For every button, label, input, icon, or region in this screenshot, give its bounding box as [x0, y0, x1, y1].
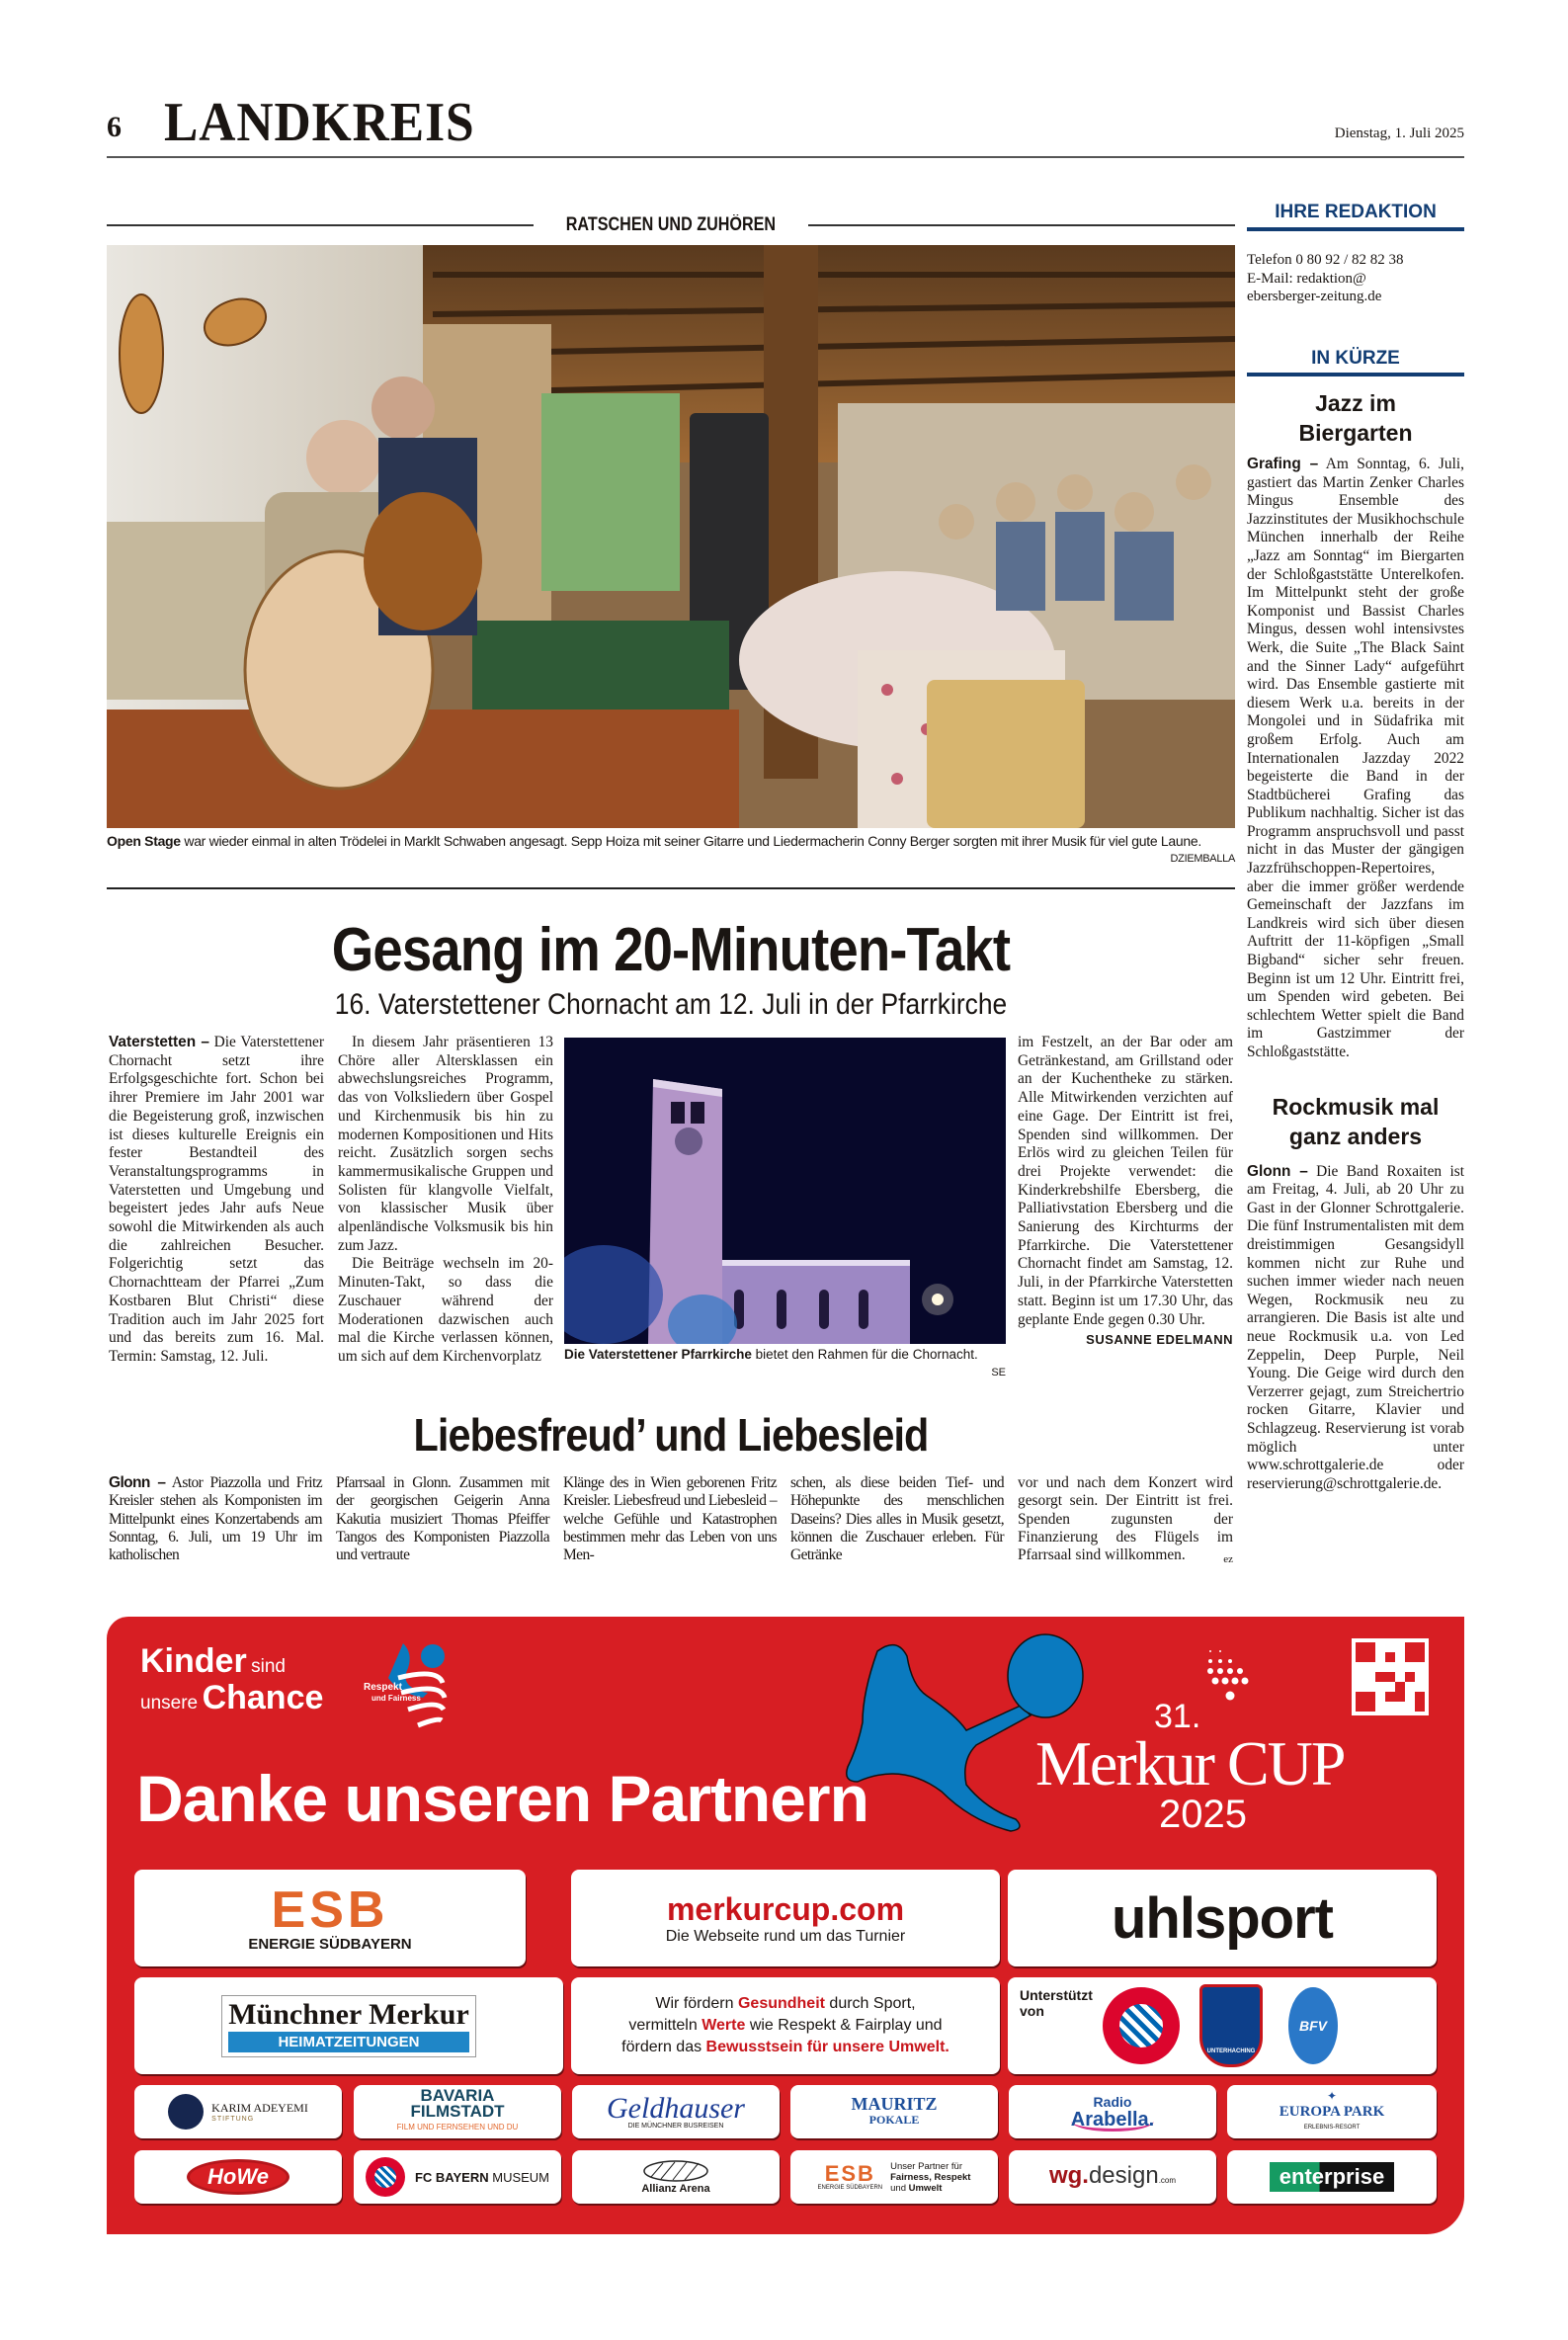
kicker-line-left [107, 224, 534, 226]
esb2-text: und [890, 2182, 909, 2194]
article2-text: Astor Piazzolla und Fritz Kreisler stehen als Komponisten im Mittelpunkt eines Konzertabends am Sonntag, 6. Juli, um 19 Uhr im katholischen [109, 1474, 322, 1564]
brief1-body: Am Sonntag, 6. Juli, gastiert das Martin Zenker Charles Mingus Ensemble des Jazzinstitutes der Musikhochschule München innerhalb der Reihe „Jazz am Sonntag“ im Biergarten der Schloßgaststätte Unterelkofen. Im Mittelpunkt steht der große Komponist und Bassist Charles Mingus, dessen wohl intensivstes Werk, die Suite „The Black Saint and the Sinner Lady“ aufgeführt wird. Das Ensemble gastierte mit diesem Werk u.a. bereits in der Mongolei und in Südafrika mit großem Erfolg. Auch am Internationalen Jazzday 2022 begeisterte die Band in der Stadtbücherei Grafing das Publikum nachhaltig. Sicher ist das Programm anspruchsvoll und passt nicht in das Muster der gängigen Jazzfrühschoppen-Repertoires, aber die immer größer werdende Gemeinschaft der Jazzfans im Landkreis wird sich über diesen Auftritt der 11-köpfigen „Small Bigband“ sicher sehr freuen. Beginn ist um 12 Uhr. Eintritt frei, um Spenden wird gebeten. Bei schlechtem Wetter spielt die Band im Gastzimmer der Schloßgaststätte. [1247, 456, 1464, 1060]
wg-logo-tld: .com [1158, 2176, 1177, 2185]
geldhauser-logo: Geldhauser [607, 2091, 745, 2125]
chance-word: Chance [202, 1679, 324, 1716]
values-statement [571, 1977, 1000, 2074]
geldhauser-tagline: DIE MÜNCHNER BUSREISEN [627, 2122, 724, 2130]
article-text: Die Vaterstettener Chornacht setzt ihre Erfolgsgeschichte fort. Schon bei ihrer Premiere im Jahr 2001 war die Begeisterung groß, inzwischen ist dieses kulturelle Ereignis ein fester Bestandteil des Veranstaltungsprogramms in Vaterstetten und Umgebung und begeistert jedes Jahr aufs Neue sowohl die Mitwirkenden als auch die zahlreichen Besucher. Folgerichtig setzt das Chornachtteam der Pfarrei „Zum Kostbaren Blut Christi“ diese Tradition auch im Jahr 2025 fort und das bereits zum 16. Mal. Termin: Samstag, 12. Juli. [109, 1034, 324, 1365]
redaktion-phone: Telefon 0 80 92 / 82 82 38 [1247, 252, 1404, 268]
values-text: wie Respekt & Fairplay und [745, 2017, 943, 2034]
partner-uhlsport[interactable] [1008, 1870, 1437, 1966]
article-column-1 [109, 1034, 324, 1367]
unsere-word: unsere [140, 1693, 199, 1713]
europa-park-logo: EUROPA PARK [1279, 2104, 1385, 2120]
radio-line-1: Radio [1093, 2093, 1132, 2110]
mm-subtitle: HEIMATZEITUNGEN [228, 2032, 469, 2052]
esb-logo: ESB [271, 1880, 389, 1939]
kinder-word: Kinder [140, 1642, 247, 1680]
partner-allianz-arena[interactable] [572, 2150, 780, 2204]
respekt-text: Respekt [364, 1682, 402, 1693]
allianz-arena-name: Allianz Arena [641, 2183, 710, 2195]
article2-column-4: schen, als diese beiden Tief- und Höhepunkte des menschlichen Daseins? Dies alles in Musik gesetzt, können die Zuschauer erleben. Für Getränke [790, 1474, 1004, 1564]
redaktion-title: IHRE REDAKTION [1275, 202, 1437, 222]
mm-logo: Münchner Merkur [228, 1997, 469, 2031]
values-highlight: Werte [701, 2017, 746, 2034]
bavaria-tagline: FILM UND FERNSEHEN UND DU [396, 2123, 519, 2131]
allianz-arena-icon [641, 2159, 710, 2183]
article-subheadline: 16. Vaterstettener Chornacht am 12. Juli in der Pfarrkirche [334, 988, 1008, 1021]
church-caption [564, 1346, 1006, 1381]
article-text: im Festzelt, an der Bar oder am Getränkestand, am Grillstand oder an der Kuchentheke zu stärken. Alle Mitwirkenden verzichten auf eine Gage. Der Eintritt ist frei, Spenden sind willkommen. Der Erlös wird zu gleichen Teilen für drei Projekte verwendet: die Kinderkrebshilfe Ebersberg, die Palliativstation Ebersberg und die Sanierung des Kirchturms der Pfarrkirche. Die Vaterstettener Chornacht findet am Samstag, 12. Juli, in der Pfarrkirche Vaterstetten statt. Beginn ist um 17.30 Uhr, das geplante Ende gegen 0.30 Uhr. [1018, 1034, 1233, 1328]
esb2-text: Unser Partner für [890, 2160, 962, 2172]
bfv-badge[interactable]: BFV [1288, 1987, 1338, 2064]
kicker-line-right [808, 224, 1235, 226]
values-highlight: Bewusstsein für unsere Umwelt. [705, 2039, 949, 2055]
partner-enterprise[interactable] [1227, 2150, 1437, 2204]
europa-park-tagline: ERLEBNIS-RESORT [1303, 2125, 1361, 2131]
ad-headline: Danke unseren Partnern [136, 1762, 868, 1835]
values-text: fördern das [621, 2039, 706, 2055]
website-link[interactable]: merkurcup.com [666, 1890, 905, 1927]
cup-name: Merkur CUP [1035, 1728, 1345, 1798]
photo-illustration [107, 245, 1235, 828]
brief2-dateline: Glonn – [1247, 1162, 1308, 1180]
cup-edition: 31. [1154, 1698, 1201, 1735]
fcb-museum-badge [366, 2157, 405, 2197]
esb-subtitle: ENERGIE SÜDBAYERN [248, 1935, 412, 1953]
in-kuerze-box [1247, 348, 1464, 1493]
bavaria-line-1: BAVARIA [420, 2086, 495, 2105]
redaktion-email-line-2[interactable]: ebersberger-zeitung.de [1247, 289, 1382, 304]
article-dateline: Vaterstetten – [109, 1034, 209, 1050]
article2-column-2: Pfarrsaal in Glonn. Zusammen mit der georgischen Geigerin Anna Kakutia musiziert Thomas Pfeiffer Tangos des Komponisten Piazzolla und vertraute [336, 1474, 549, 1564]
respekt-fairness-logo [364, 1638, 462, 1737]
karim-logo-icon [168, 2094, 204, 2130]
partner-esb[interactable] [134, 1870, 526, 1966]
howe-logo: HoWe [187, 2159, 289, 2195]
fcb-museum-name: FC BAYERN [414, 2169, 489, 2185]
open-stage-photo [107, 245, 1235, 828]
europa-park-icon: ✦ [1326, 2089, 1338, 2103]
church-caption-text: bietet den Rahmen für die Chornacht. [751, 1347, 978, 1362]
brief1-text [1247, 456, 1464, 1062]
article2-column-5 [1018, 1474, 1233, 1568]
article2-dateline: Glonn – [109, 1474, 166, 1491]
fcb-museum-word: MUSEUM [488, 2169, 550, 2185]
karim-name: KARIM ADEYEMI [211, 2101, 308, 2115]
partner-muenchner-merkur[interactable] [134, 1977, 563, 2074]
values-text: Wir fördern [655, 1995, 738, 2012]
mauritz-logo: MAURITZ [851, 2094, 938, 2114]
values-highlight: Gesundheit [737, 1995, 825, 2012]
radio-line-2: Arabella. [1070, 2108, 1155, 2131]
page-number: 6 [107, 111, 122, 143]
fairness-text: und Fairness [371, 1694, 421, 1703]
uhlsport-logo: uhlsport [1112, 1885, 1333, 1951]
issue-date: Dienstag, 1. Juli 2025 [1334, 125, 1464, 141]
brief1-headline: Jazz im Biergarten [1298, 390, 1413, 446]
brief2-headline: Rockmusik mal ganz anders [1272, 1093, 1440, 1149]
article-text: In diesem Jahr präsentieren 13 Chöre aller Altersklassen ein abwechslungsreiches Programm, das von Volksliedern über Gospel und Kirchenmusik bis hin zu modernen Kompositionen und Hits reicht. Zusätzlich sorgen sechs kammermusikalische Gruppen und Solisten für klangvolle Vielfalt, von klassischer Musik über alpenländische Volksmusik bis hin zum Jazz. [338, 1034, 553, 1254]
partner-howe[interactable] [134, 2150, 342, 2204]
partner-merkurcup-website[interactable] [571, 1870, 1000, 1966]
esb2-logo: ESB [824, 2161, 875, 2186]
qr-code-icon [1356, 1642, 1425, 1712]
header-rule [107, 156, 1464, 158]
article2-column-3: Klänge des in Wien geborenen Fritz Kreisler. Liebesfreud und Liebesleid – welche Gefühle und Katastrophen bestimmen mehr das Leben von uns Men- [563, 1474, 777, 1564]
photo-caption-lead: Open Stage [107, 833, 181, 849]
wg-logo-bold: wg. [1048, 2162, 1089, 2189]
mauritz-pokale: POKALE [868, 2113, 920, 2127]
article-column-3 [1018, 1034, 1233, 1350]
article-text: Die Beiträge wechseln im 20-Minuten-Takt, so dass die Zuschauer während der Moderationen dazwischen auch mal die Kirche verlassen können, um sich auf dem Kirchenvorplatz [338, 1255, 553, 1365]
qr-code[interactable] [1352, 1638, 1429, 1715]
partner-europa-park[interactable] [1227, 2085, 1437, 2138]
esb2-text-bold: Umwelt [908, 2182, 943, 2194]
kinder-chance-logo [140, 1642, 324, 1719]
supporters-box [1008, 1977, 1437, 2074]
section-rule [107, 887, 1235, 889]
redaktion-box [1247, 202, 1464, 306]
in-kuerze-title: IN KÜRZE [1311, 348, 1400, 369]
photo-credit: DZIEMBALLA [1170, 853, 1235, 865]
church-illustration [564, 1038, 1006, 1344]
church-photo [564, 1038, 1006, 1344]
cup-year: 2025 [1159, 1793, 1247, 1836]
partner-wg-design[interactable] [1009, 2150, 1216, 2204]
article2-sign: ez [1223, 1553, 1233, 1566]
redaktion-rule [1247, 227, 1464, 231]
partner-fc-bayern-museum[interactable] [354, 2150, 561, 2204]
article-author: SUSANNE EDELMANN [1086, 1332, 1233, 1348]
church-photo-credit: SE [991, 1367, 1006, 1379]
photo-caption-text: war wieder einmal in alten Trödelei in Marklt Schwaben angesagt. Sepp Hoiza mit seiner Gitarre und Liedermacherin Conny Berger sorgten mit ihrer Musik für viel gute Laune. [180, 833, 1201, 849]
fc-bayern-badge[interactable] [1103, 1987, 1180, 2064]
photo-caption [107, 832, 1235, 868]
values-text: vermitteln [628, 2017, 702, 2034]
article-column-2 [338, 1034, 553, 1367]
esb2-text-bold: Fairness, Respekt [890, 2171, 971, 2183]
kicker-text: RATSCHEN UND ZUHÖREN [565, 214, 777, 235]
article-headline: Gesang im 20-Minuten-Takt [331, 916, 1011, 984]
partner-esb-fairness[interactable] [790, 2150, 998, 2204]
spvgg-unterhaching-badge[interactable]: UNTERHACHING [1199, 1984, 1263, 2067]
partner-mauritz-pokale[interactable] [790, 2085, 998, 2138]
enterprise-logo: enterprise [1270, 2162, 1394, 2192]
brief1-dateline: Grafing – [1247, 456, 1319, 472]
partner-bavaria-filmstadt[interactable] [354, 2085, 561, 2138]
article2-headline: Liebesfreud’ und Liebesleid [413, 1409, 929, 1461]
supported-by-label: Unterstützt von [1020, 1987, 1093, 2019]
photo-kicker [107, 210, 1235, 240]
values-text: durch Sport, [824, 1995, 916, 2012]
section-title: LANDKREIS [164, 92, 475, 153]
karim-stiftung: STIFTUNG [211, 2116, 255, 2123]
wg-logo-text: design [1088, 2162, 1159, 2189]
church-caption-lead: Die Vaterstettener Pfarrkirche [564, 1347, 752, 1362]
brief2-body: Die Band Roxaiten ist am Freitag, 4. Juli, ab 20 Uhr zu Gast in der Glonner Schrottgalerie. Die fünf Instrumentalisten mit dem dreistimmigen Gesangsidyll kommen nicht zur Ruhe und suchen immer wieder nach neuen Wegen, Rockmusik neu zu arrangieren. Die Basis ist alte und neue Rockmusik u.a. von Led Zeppelin, Deep Purple, Neil Young. Die Geige wird durch den Verzerrer gejagt, zum Streichertrio rocken Gitarre, Klavier und Schlagzeug. Reservierung ist vorab möglich unter www.schrottgalerie.de oder reservierung@schrottgalerie.de. [1247, 1162, 1464, 1492]
merkur-cup-ad[interactable] [107, 1617, 1464, 2234]
bavaria-line-2: FILMSTADT [410, 2102, 505, 2121]
article2-text: vor und nach dem Konzert wird gesorgt sein. Der Eintritt ist frei. Spenden zugunsten der Finanzierung des Flügels im Pfarrsaal sind willkommen. [1018, 1474, 1233, 1564]
in-kuerze-rule [1247, 373, 1464, 376]
brief2-text [1247, 1163, 1464, 1494]
sind-word: sind [251, 1656, 286, 1677]
redaktion-email-line-1[interactable]: E-Mail: redaktion@ [1247, 270, 1366, 287]
partner-karim-adeyemi[interactable] [134, 2085, 342, 2138]
article2-column-1 [109, 1474, 322, 1564]
dots-graphic [1205, 1646, 1255, 1706]
partner-geldhauser[interactable] [572, 2085, 780, 2138]
esb2-subtitle: ENERGIE SÜDBAYERN [817, 2185, 883, 2191]
partner-radio-arabella[interactable] [1009, 2085, 1216, 2138]
website-subtitle: Die Webseite rund um das Turnier [665, 1927, 906, 1945]
